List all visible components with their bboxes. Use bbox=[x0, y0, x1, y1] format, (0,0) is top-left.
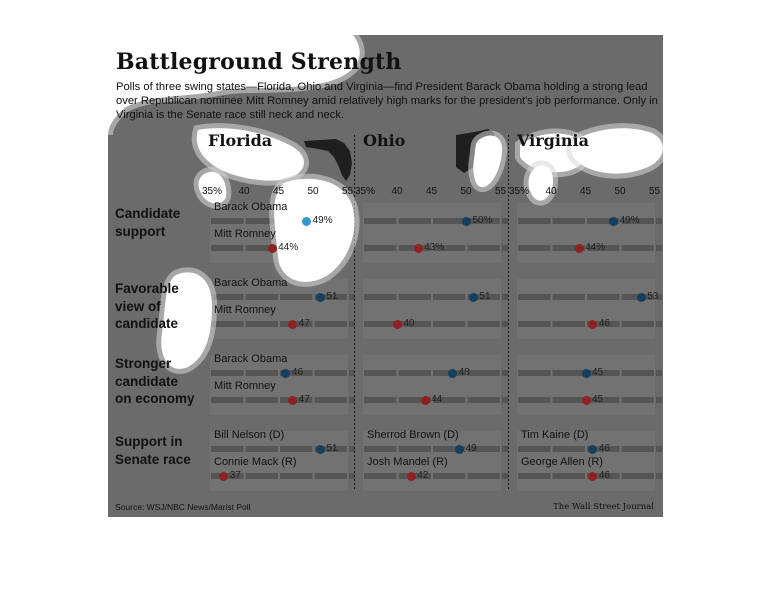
value-label: 43% bbox=[424, 242, 445, 253]
track-segment bbox=[518, 473, 551, 479]
row-title-line: Favorable bbox=[115, 281, 179, 296]
democrat-dot bbox=[316, 293, 325, 302]
row-title-2 bbox=[115, 280, 179, 333]
track-segment bbox=[622, 446, 655, 452]
democrat-dot bbox=[281, 369, 290, 378]
track-segment bbox=[468, 473, 501, 479]
value-label: 51 bbox=[326, 443, 338, 454]
row-title-line: Candidate bbox=[115, 206, 181, 221]
row-title-line: candidate bbox=[115, 316, 179, 331]
candidate-name: Barack Obama bbox=[214, 201, 288, 213]
track-segment bbox=[622, 473, 655, 479]
track-segment bbox=[656, 473, 662, 479]
track-segment bbox=[518, 245, 551, 251]
track-segment bbox=[518, 397, 551, 403]
credit-note: The Wall Street Journal bbox=[553, 502, 654, 512]
row-band bbox=[363, 355, 501, 415]
tick-label: 50 bbox=[460, 186, 472, 197]
track-segment bbox=[315, 370, 348, 376]
row-title-3 bbox=[115, 355, 195, 408]
track-segment bbox=[468, 397, 501, 403]
candidate-name: Mitt Romney bbox=[214, 228, 276, 240]
track-segment bbox=[468, 321, 501, 327]
track-segment bbox=[315, 321, 348, 327]
republican-dot bbox=[288, 320, 297, 329]
tick-label: 45 bbox=[426, 186, 438, 197]
track-segment bbox=[364, 446, 397, 452]
republican-dot bbox=[588, 472, 597, 481]
value-label: 49% bbox=[619, 215, 640, 226]
democrat-dot bbox=[469, 293, 478, 302]
value-label: 48 bbox=[458, 367, 470, 378]
track-segment bbox=[587, 294, 620, 300]
track-segment bbox=[502, 321, 508, 327]
track-segment bbox=[315, 397, 348, 403]
candidate-name: Mitt Romney bbox=[214, 380, 276, 392]
democrat-dot bbox=[455, 445, 464, 454]
value-label: 44% bbox=[585, 242, 606, 253]
track-segment bbox=[364, 321, 397, 327]
tick-label: 45 bbox=[580, 186, 592, 197]
track-segment bbox=[246, 397, 279, 403]
tick-label: 45 bbox=[273, 186, 285, 197]
value-label: 47 bbox=[298, 394, 310, 405]
track-segment bbox=[622, 370, 655, 376]
row-title-line: candidate bbox=[115, 373, 179, 389]
track-segment bbox=[656, 397, 662, 403]
republican-dot bbox=[588, 320, 597, 329]
row-title-1 bbox=[115, 205, 180, 240]
value-label: 53 bbox=[647, 291, 659, 302]
value-label: 45 bbox=[592, 367, 604, 378]
value-label: 44 bbox=[431, 394, 443, 405]
track-segment bbox=[280, 294, 313, 300]
republican-dot bbox=[575, 244, 584, 253]
track-segment bbox=[518, 370, 551, 376]
track-segment bbox=[315, 473, 348, 479]
republican-dot bbox=[414, 244, 423, 253]
value-label: 47 bbox=[298, 318, 310, 329]
value-label: 51 bbox=[326, 291, 338, 302]
value-label: 49% bbox=[312, 215, 333, 226]
republican-dot bbox=[421, 396, 430, 405]
track-segment bbox=[211, 397, 244, 403]
track-segment bbox=[399, 218, 432, 224]
track-segment bbox=[364, 473, 397, 479]
track-segment bbox=[211, 446, 244, 452]
track-segment bbox=[656, 446, 662, 452]
state-title-ohio: Ohio bbox=[363, 131, 406, 150]
democrat-dot bbox=[448, 369, 457, 378]
track-segment bbox=[433, 218, 466, 224]
tick-label: 55 bbox=[649, 186, 661, 197]
republican-dot bbox=[219, 472, 228, 481]
track-segment bbox=[433, 294, 466, 300]
track-segment bbox=[211, 218, 244, 224]
democrat-dot bbox=[637, 293, 646, 302]
tick-label: 40 bbox=[391, 186, 403, 197]
democrat-dot bbox=[462, 217, 471, 226]
track-segment bbox=[364, 397, 397, 403]
track-segment bbox=[246, 473, 279, 479]
track-segment bbox=[468, 370, 501, 376]
candidate-name: Tim Kaine (D) bbox=[521, 429, 589, 441]
track-segment bbox=[364, 294, 397, 300]
chart-dek: Polls of three swing states—Florida, Ohio and Virginia—find President Barack Obama holding a strong lead over Republican nominee Mitt Romney amid relatively high marks for the president's job performance. Only in Virginia is the Senate race still neck and neck. bbox=[116, 81, 658, 121]
tick-label: 40 bbox=[238, 186, 250, 197]
value-label: 44% bbox=[278, 242, 299, 253]
candidate-name: George Allen (R) bbox=[521, 456, 603, 468]
candidate-name: Connie Mack (R) bbox=[214, 456, 297, 468]
track-segment bbox=[518, 294, 551, 300]
track-segment bbox=[553, 473, 586, 479]
track-segment bbox=[622, 397, 655, 403]
track-segment bbox=[246, 294, 279, 300]
track-segment bbox=[502, 294, 508, 300]
track-segment bbox=[553, 294, 586, 300]
republican-dot bbox=[582, 396, 591, 405]
track-segment bbox=[364, 370, 397, 376]
track-segment bbox=[518, 218, 551, 224]
row-title-line: Stronger bbox=[115, 356, 172, 371]
candidate-name: Barack Obama bbox=[214, 277, 288, 289]
track-segment bbox=[433, 321, 466, 327]
track-segment bbox=[622, 321, 655, 327]
value-label: 37 bbox=[229, 470, 241, 481]
track-segment bbox=[433, 473, 466, 479]
candidate-name: Josh Mandel (R) bbox=[367, 456, 448, 468]
value-label: 46 bbox=[598, 318, 611, 329]
track-segment bbox=[553, 370, 586, 376]
track-segment bbox=[553, 446, 586, 452]
value-label: 46 bbox=[291, 367, 304, 378]
track-segment bbox=[364, 218, 397, 224]
row-title-line: on economy bbox=[115, 391, 195, 406]
value-label: 51 bbox=[479, 291, 491, 302]
track-segment bbox=[399, 294, 432, 300]
track-segment bbox=[518, 321, 551, 327]
value-label: 50% bbox=[472, 215, 493, 226]
democrat-dot bbox=[588, 445, 597, 454]
track-segment bbox=[656, 321, 662, 327]
track-segment bbox=[211, 245, 244, 251]
tick-label: 50 bbox=[614, 186, 626, 197]
tick-label: 35% bbox=[202, 186, 223, 197]
candidate-name: Barack Obama bbox=[214, 353, 288, 365]
value-label: 46 bbox=[598, 443, 611, 454]
row-band bbox=[363, 279, 501, 339]
track-segment bbox=[656, 245, 662, 251]
value-label: 42 bbox=[417, 470, 429, 481]
row-title-line: view of bbox=[115, 298, 161, 314]
value-label: 45 bbox=[592, 394, 604, 405]
republican-dot bbox=[407, 472, 416, 481]
row-band bbox=[517, 355, 655, 415]
track-segment bbox=[518, 446, 551, 452]
tick-label: 50 bbox=[307, 186, 319, 197]
democrat-dot bbox=[582, 369, 591, 378]
candidate-name: Sherrod Brown (D) bbox=[367, 429, 459, 441]
value-label: 49 bbox=[465, 443, 477, 454]
track-segment bbox=[656, 370, 662, 376]
candidate-name: Bill Nelson (D) bbox=[214, 429, 285, 441]
track-segment bbox=[502, 473, 508, 479]
track-segment bbox=[364, 245, 397, 251]
row-title-4 bbox=[115, 433, 191, 468]
track-segment bbox=[553, 397, 586, 403]
republican-dot bbox=[288, 396, 297, 405]
track-segment bbox=[468, 245, 501, 251]
value-label: 40 bbox=[403, 318, 415, 329]
track-segment bbox=[211, 370, 244, 376]
battleground-graphic bbox=[108, 35, 663, 517]
track-segment bbox=[502, 245, 508, 251]
tick-label: 55 bbox=[342, 186, 354, 197]
row-band bbox=[517, 279, 655, 339]
track-segment bbox=[246, 446, 279, 452]
source-note: Source: WSJ/NBC News/Marist Poll bbox=[115, 502, 251, 512]
tick-label: 40 bbox=[545, 186, 557, 197]
tick-label: 55 bbox=[495, 186, 507, 197]
track-segment bbox=[399, 446, 432, 452]
tick-label: 35% bbox=[355, 186, 376, 197]
chart-title: Battleground Strength bbox=[116, 49, 402, 75]
row-title-line: support bbox=[115, 223, 166, 239]
track-segment bbox=[622, 245, 655, 251]
democrat-dot bbox=[316, 445, 325, 454]
candidate-name: Mitt Romney bbox=[214, 304, 276, 316]
track-segment bbox=[246, 321, 279, 327]
republican-dot bbox=[268, 244, 277, 253]
track-segment bbox=[280, 446, 313, 452]
row-band bbox=[517, 203, 655, 263]
row-title-line: Support in bbox=[115, 434, 183, 449]
track-segment bbox=[553, 218, 586, 224]
track-segment bbox=[399, 370, 432, 376]
tick-label: 35% bbox=[509, 186, 530, 197]
track-segment bbox=[502, 370, 508, 376]
republican-dot bbox=[393, 320, 402, 329]
democrat-dot bbox=[609, 217, 618, 226]
track-segment bbox=[280, 473, 313, 479]
democrat-dot bbox=[302, 217, 311, 226]
track-segment bbox=[656, 218, 662, 224]
state-title-florida: Florida bbox=[208, 131, 273, 150]
track-segment bbox=[502, 218, 508, 224]
state-title-virginia: Virginia bbox=[517, 131, 589, 150]
track-segment bbox=[502, 397, 508, 403]
row-title-line: Senate race bbox=[115, 451, 191, 467]
value-label: 46 bbox=[598, 470, 611, 481]
track-segment bbox=[502, 446, 508, 452]
track-segment bbox=[553, 321, 586, 327]
track-segment bbox=[246, 370, 279, 376]
row-band bbox=[363, 203, 501, 263]
